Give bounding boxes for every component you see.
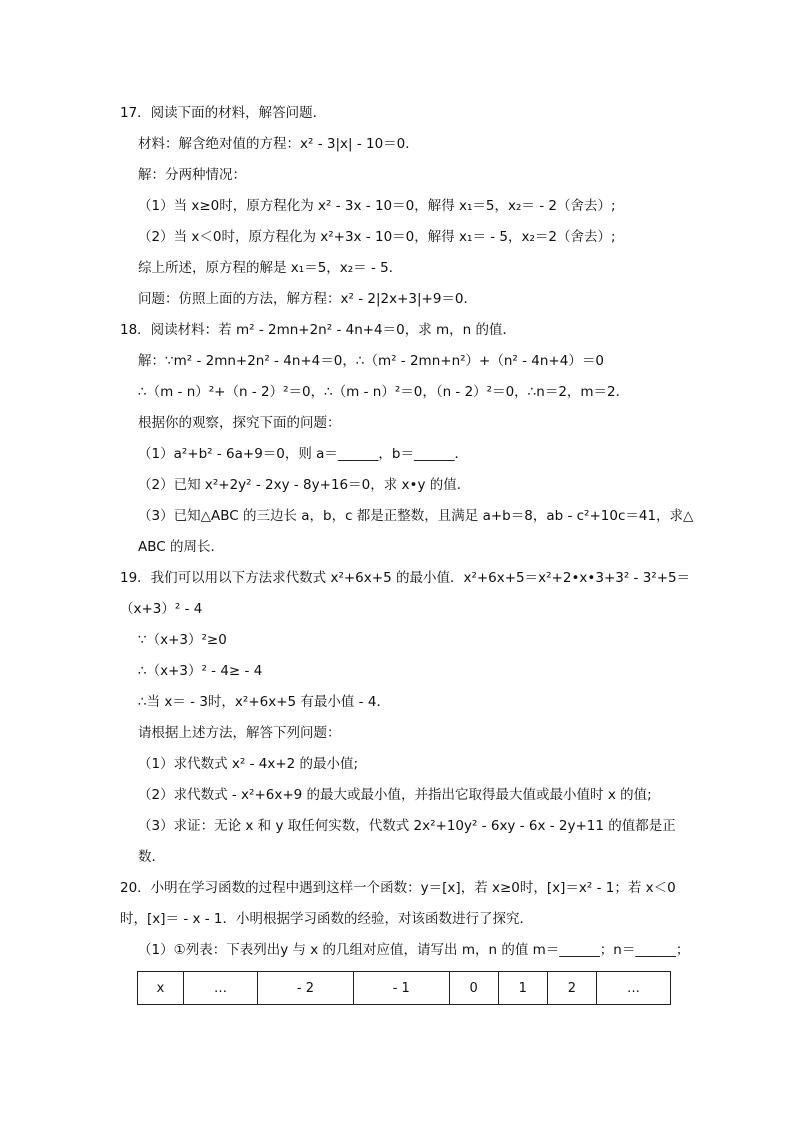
table-cell: x <box>138 972 184 1005</box>
q19-step-3: ∴当 x＝ - 3时，x²+6x+5 有最小值 - 4． <box>138 694 390 710</box>
question-19-title: 19．我们可以用以下方法求代数式 x²+6x+5 的最小值．x²+6x+5＝x²+2•x•3+3² - 3²+5＝ <box>120 570 691 586</box>
q20-part-1: （1）①列表：下表列出y 与 x 的几组对应值，请写出 m，n 的值 m＝______；n＝______； <box>138 942 690 958</box>
question-17-title: 17．阅读下面的材料，解答问题． <box>120 105 327 121</box>
q19-part-1: （1）求代数式 x² - 4x+2 的最小值; <box>138 756 359 772</box>
q19-part-3: （3）求证：无论 x 和 y 取任何实数，代数式 2x²+10y² - 6xy - 6x - 2y+11 的值都是正 <box>138 818 676 834</box>
table-cell: - 2 <box>258 972 354 1005</box>
q18-solution-1: 解：∵m² - 2mn+2n² - 4n+4＝0，∴（m² - 2mn+n²）+（n² - 4n+4）＝0 <box>138 353 604 369</box>
q19-step-2: ∴（x+3）² - 4≥ - 4 <box>138 663 263 679</box>
q19-part-3-cont: 数． <box>138 849 165 865</box>
table-row <box>138 972 671 1005</box>
q18-part-1: （1）a²+b² - 6a+9＝0，则 a＝______，b＝______． <box>138 446 469 462</box>
q19-title-cont: （x+3）² - 4 <box>120 601 203 617</box>
q19-step-1: ∵（x+3）²≥0 <box>138 632 227 648</box>
q17-material: 材料：解含绝对值的方程：x² - 3|x| - 10＝0． <box>138 136 419 152</box>
question-18-title: 18．阅读材料：若 m² - 2mn+2n² - 4n+4＝0，求 m，n 的值． <box>120 322 517 338</box>
q17-conclusion: 综上所述，原方程的解是 x₁＝5，x₂＝ - 5． <box>138 260 403 276</box>
value-table <box>137 971 671 1005</box>
q17-solution-intro: 解：分两种情况： <box>138 167 246 183</box>
q18-part-2: （2）已知 x²+2y² - 2xy - 8y+16＝0，求 x•y 的值． <box>138 477 471 493</box>
q17-case-1: （1）当 x≥0时，原方程化为 x² - 3x - 10＝0，解得 x₁＝5，x₂＝ - 2（舍去）; <box>138 198 616 214</box>
question-20-title: 20．小明在学习函数的过程中遇到这样一个函数：y＝[x]，若 x≥0时，[x]＝x² - 1；若 x＜0 <box>120 880 676 896</box>
q18-part-3-cont: ABC 的周长． <box>138 539 224 555</box>
table-cell: … <box>596 972 670 1005</box>
table-cell: - 1 <box>353 972 449 1005</box>
q19-instruction: 请根据上述方法，解答下列问题： <box>138 725 341 741</box>
q18-solution-2: ∴（m - n）²+（n - 2）²＝0，∴（m - n）²＝0，（n - 2）²＝0，∴n＝2，m＝2． <box>138 384 630 400</box>
q19-part-2: （2）求代数式 - x²+6x+9 的最大或最小值，并指出它取得最大值或最小值时 x 的值; <box>138 787 652 803</box>
q18-part-3: （3）已知△ABC 的三边长 a，b，c 都是正整数，且满足 a+b＝8，ab - c²+10c＝41，求△ <box>138 508 694 524</box>
q17-case-2: （2）当 x＜0时，原方程化为 x²+3x - 10＝0，解得 x₁＝ - 5，x₂＝2（舍去）; <box>138 229 616 245</box>
q18-explore: 根据你的观察，探究下面的问题： <box>138 415 341 431</box>
table-cell: 0 <box>449 972 498 1005</box>
table-cell: … <box>184 972 258 1005</box>
q20-title-cont: 时，[x]＝ - x - 1．小明根据学习函数的经验，对该函数进行了探究． <box>120 911 534 927</box>
q17-question: 问题：仿照上面的方法，解方程：x² - 2|2x+3|+9＝0． <box>138 291 478 307</box>
table-cell: 2 <box>547 972 596 1005</box>
table-cell: 1 <box>498 972 547 1005</box>
